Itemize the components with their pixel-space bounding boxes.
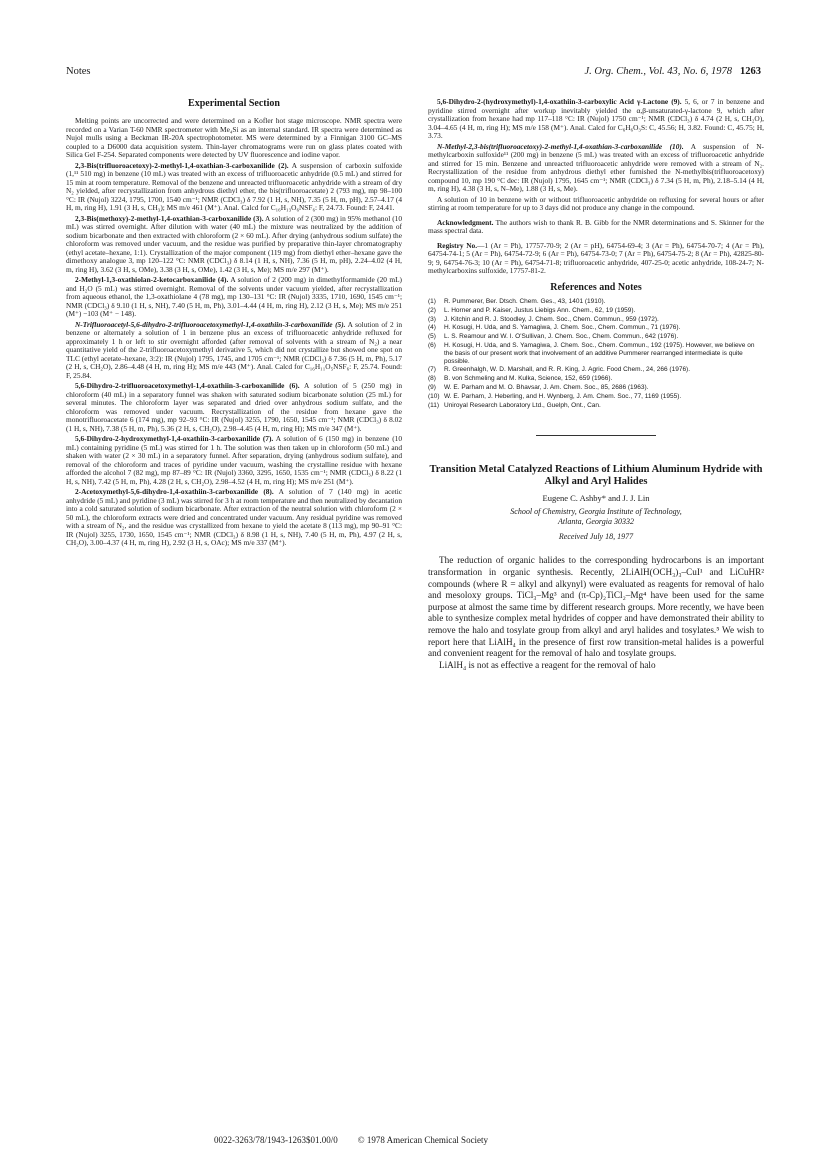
paragraph-text: A suspension of N-methylcarboxin sulfoxide¹¹ (200 mg) in benzene (5 mL) was treated with an excess of trifluoroacetic anhydride and stirred for 15 min. Benzene and unreacted trifluoroacetic anhydride were removed with a stream of N₂. Recrystallization of the residue from anhydrous diethyl ether furnished the N-methylbis(trifluoroacetoxy) compound 10, mp 190 °C dec: IR (Nujol) 1795, 1645 cm⁻¹; NMR (CDCl₃) δ 7.34 (5 H, m, Ph), 2.18–5.14 (4 H, m, ring H), 4.38 (3 H, s, N–Me), 1.88 (3 H, s, Me). xyxy=(428,141,764,193)
paragraph-text: A solution of 6 (150 mg) in benzene (10 mL) containing pyridine (5 mL) was stirred for 1 h. The solution was then taken up in chloroform (50 mL) and shaken with water (2 × 30 mL) in a separatory funnel. After separation, drying (anhydrous sodium sulfate), and removal of the chloroform and traces of pyridine under vacuum, washing the crystalline residue with hexane afforded the alcohol 7 (82 mg), mp 87–89 °C: IR (Nujol) 3360, 3295, 1650, 1535 cm⁻¹; NMR (CDCl₃) δ 8.22 (1 H, s, NH), 7.42 (5 H, m, Ph), 4.28 (2 H, s, CH₂O), 2.98–4.52 (4 H, m, ring H); MS m/e 251 (M⁺). xyxy=(66,434,402,486)
affiliation-line: School of Chemistry, Georgia Institute of Technology, xyxy=(510,506,682,516)
paragraph-text: A solution of 5 (250 mg) in chloroform (40 mL) in a separatory funnel was shaken with saturated sodium bicarbonate solution (25 mL) for several minutes. The chloroform layer was separated and dried over anhydrous sodium sulfate, and the chloroform was removed under vacuum. Recrystallization of the residue from hexane gave the monotrifluoroacetate 6 (174 mg), mp 92–93 °C: IR (Nujol) 3255, 1790, 1650, 1545 cm⁻¹; NMR (CDCl₃) δ 8.02 (1 H, s, NH), 7.38 (5 H, m, Ph), 5.36 (2 H, s, CH₂O), 2.98–4.45 (4 H, m, ring H); MS m/e 347 (M⁺). xyxy=(66,381,402,433)
reference-number: (5) xyxy=(428,333,436,341)
paragraph-text: A solution of 2 in benzene or alternately a solution of 1 in benzene plus an excess of trifluoroacetic anhydride refluxed for approximately 1 h or left to stir overnight afforded (after removal of solvents with a stream of N₂) a near quantitative yield of the 2-trifluoroacetoxymethyl derivative 5, which did not crystallize but showed one spot on TLC (ethyl acetate–hexane, 3:2): IR (Nujol) 1795, 1745, and 1705 cm⁻¹; NMR (CDCl₃) δ 7.36 (5 H, m, Ph), 5.17 (2 H, s, CH₂O), 2.86–4.48 (4 H, m, ring H); MS m/e 443 (M⁺). Anal. Calcd for C₁₆H₁₁O₅NSF₆: F, 25.74. Found: F, 25.84. xyxy=(66,319,402,380)
paragraph-compound-9 xyxy=(428,98,764,141)
footer-copyright: © 1978 American Chemical Society xyxy=(357,1135,489,1145)
reference-item xyxy=(428,316,764,324)
compound-heading: 2,3-Bis(trifluoroacetoxy)-2-methyl-1,4-oxathian-3-carboxanilide (2). xyxy=(75,160,289,170)
reference-item xyxy=(428,375,764,383)
reference-text: B. von Schmeling and M. Kulka, Science, 152, 659 (1966). xyxy=(444,375,613,383)
article-affiliation xyxy=(428,507,764,527)
reference-number: (9) xyxy=(428,383,436,391)
reference-number: (4) xyxy=(428,324,436,332)
reference-text: L. Horner and P. Kaiser, Justus Liebigs Ann. Chem., 62, 19 (1959). xyxy=(444,306,636,314)
page-number: 1263 xyxy=(740,66,761,77)
section-title: Experimental Section xyxy=(188,98,280,109)
compound-heading: 5,6-Dihydro-2-hydroxymethyl-1,4-oxathiin-3-carboxanilide (7). xyxy=(75,434,274,443)
reference-number: (7) xyxy=(428,366,436,374)
affiliation-line: Atlanta, Georgia 30332 xyxy=(558,516,634,526)
article-title: Transition Metal Catalyzed Reactions of Lithium Aluminum Hydride with Alkyl and Aryl Halides xyxy=(429,464,763,488)
reference-text: R. Pummerer, Ber. Dtsch. Chem. Ges., 43, 1401 (1910). xyxy=(444,298,606,305)
reference-number: (10) xyxy=(428,392,440,400)
reference-item xyxy=(428,393,764,401)
reference-number: (1) xyxy=(428,298,436,305)
article-body-paragraph: LiAlH₄ is not as effective a reagent for the removal of halo xyxy=(439,659,656,670)
paragraph-compound-4 xyxy=(66,276,402,319)
paragraph-text: Melting points are uncorrected and were determined on a Kofler hot stage microscope. NMR spectra were recorded on a Varian T-60 NMR spectrometer with Me₄Si as an internal standard. IR spectra were determined as Nujol mulls using a Beckman IR-20A spectrophotometer. MS were determined by a Finnigan 3100 GC–MS coupled to a D6000 data acquisition system. Thin-layer chromatograms were run on glass plates coated with Silica Gel F-254. Separated components were detected by UV fluorescence and iodine vapor. xyxy=(66,116,402,159)
reference-number: (11) xyxy=(428,401,440,409)
compound-heading: 5,6-Dihydro-2-trifluoroacetoxymethyl-1,4-oxathiin-3-carboxanilide (6). xyxy=(75,381,300,390)
paragraph-compound-2 xyxy=(66,162,402,213)
reference-text: L. S. Reamour and W. I. O'Sullivan, J. Chem. Soc., Chem. Commun., 642 (1976). xyxy=(444,333,679,341)
reference-item xyxy=(428,307,764,315)
reference-text: J. Kitchin and R. J. Stoodley, J. Chem. Soc., Chem. Commun., 959 (1972). xyxy=(444,315,659,323)
registry-label: Registry No. xyxy=(437,240,478,250)
paragraph-compound-3 xyxy=(66,215,402,275)
compound-heading: 2-Acetoxymethyl-5,6-dihydro-1,4-oxathiin-3-carboxanilide (8). xyxy=(75,487,274,496)
compound-heading: N-Trifluoroacetyl-5,6-dihydro-2-trifluoroacetoxymethyl-1,4-oxathiin-3-carboxanilide (5). xyxy=(75,319,346,329)
reference-number: (8) xyxy=(428,375,436,383)
paragraph-compound-6 xyxy=(66,382,402,433)
reference-item xyxy=(428,384,764,392)
reference-item xyxy=(428,342,764,365)
reference-item xyxy=(428,298,764,306)
compound-heading: N-Methyl-2,3-bis(trifluoroacetoxy)-2-methyl-1,4-oxathian-3-carboxanilide (10). xyxy=(437,141,684,151)
paragraph-text: A solution of 10 in benzene with or without trifluoroacetic anhydride on refluxing for several hours or after stirring at room temperature for up to 3 days did not produce any change in the compound. xyxy=(428,194,764,212)
journal-citation: J. Org. Chem., Vol. 43, No. 6, 1978 xyxy=(584,66,732,77)
reference-number: (6) xyxy=(428,341,436,349)
paragraph-compound-10-reflux xyxy=(428,196,764,213)
paragraph-general xyxy=(66,117,402,160)
paragraph-text: 5, 6, or 7 in benzene and pyridine stirred overnight after workup inevitably yielded the α,β-unsaturated-γ-lactone 9, which after crystallization from hexane had mp 117–118 °C: IR (Nujol) 1750 cm⁻¹; NMR (CDCl₃) δ 4.74 (2 H, s, CH₂O), 3.04–4.65 (4 H, m, ring H); MS m/e 158 (M⁺). Anal. Calcd for C₆H₆O₃S: C, 45.56; H, 3.82. Found: C, 45.75; H, 3.73. xyxy=(428,97,764,140)
paragraph-compound-8 xyxy=(66,488,402,548)
article-divider xyxy=(536,435,656,436)
references-title: References and Notes xyxy=(550,281,642,293)
reference-text: W. E. Parham and M. O. Bhavsar, J. Am. Chem. Soc., 85, 2686 (1963). xyxy=(444,383,649,391)
reference-item xyxy=(428,402,764,410)
article-authors: Eugene C. Ashby* and J. J. Lin xyxy=(542,493,650,504)
acknowledgment-label: Acknowledgment. xyxy=(437,217,494,227)
compound-heading: 2-Methyl-1,3-oxathiolan-2-ketocarboxanilide (4). xyxy=(75,275,229,284)
running-head-section: Notes xyxy=(66,66,91,77)
reference-item xyxy=(428,333,764,341)
paragraph-text: A solution of 7 (140 mg) in acetic anhydride (5 mL) and pyridine (3 mL) was stirred for 3 h at room temperature and then neutralized by decantation into a cold saturated solution of sodium bicarbonate. After extraction of the neutral solution with chloroform (2 × 50 mL), the chloroform extracts were dried and concentrated under vacuum. Any residual pyridine was removed with a stream of N₂, and the residue was crystallized from hexane to yield the acetate 8 (113 mg), mp 90–91 °C: IR (Nujol) 3255, 1730, 1650, 1545 cm⁻¹; NMR (CDCl₃) δ 8.98 (1 H, s, NH), 7.40 (5 H, m, Ph), 4.97 (2 H, s, CH₂O), 3.00–4.37 (4 H, m, ring H), 2.92 (3 H, s, OAc); MS m/e 337 (M⁺). xyxy=(66,487,402,547)
paragraph-compound-5 xyxy=(66,321,402,381)
page-footer xyxy=(214,1135,508,1145)
right-column xyxy=(428,98,764,671)
running-head-journal xyxy=(585,66,761,77)
compound-heading: 2,3-Bis(methoxy)-2-methyl-1,4-oxathian-3-carboxanilide (3). xyxy=(75,213,264,223)
paragraph-text: A solution of 2 (200 mg) in dimethylformamide (20 mL) and H₂O (5 mL) was stirred overnight. Removal of the solvents under vacuum yielded, after recrystallization from aqueous ethanol, the 1,3-oxathiolane 4 (78 mg), mp 130–131 °C: IR (Nujol) 3335, 1710, 1690, 1545 cm⁻¹; NMR (CDCl₃) δ 9.10 (1 H, s, NH), 7.40 (5 H, m, Ph), 3.01–4.44 (4 H, m, ring H), 2.12 (3 H, s, Me); MS m/e 251 (M⁺) −103 (M⁺ − 148). xyxy=(66,275,402,318)
paragraph-text: A suspension of carboxin sulfoxide (1,¹¹ 510 mg) in benzene (10 mL) was treated with an excess of trifluoroacetic anhydride (0.5 mL) and stirred for 15 min at room temperature. Removal of the benzene and unreacted trifluoroacetic anhydride with a stream of dry N₂ yielded, after recrystallization from anhydrous diethyl ether, the bis(trifluoroacetate) 2 (793 mg), mp 98–100 °C: IR (Nujol) 3224, 1795, 1700, 1540 cm⁻¹; NMR (CDCl₃) δ 7.92 (1 H, s, NH), 7.35 (5 H, m, pH), 2.57–4.17 (4 H, m, ring H), 1.91 (3 H, s, CH₃); MS m/e 461 (M⁺). Anal. Calcd for C₁₆H₁₃O₆NSF₆: F, 24.73. Found: F, 24.41. xyxy=(66,160,403,212)
acknowledgment-text: The authors wish to thank R. B. Gibb for the NMR determinations and S. Skinner for the mass spectral data. xyxy=(428,217,764,235)
registry-text: —1 (Ar = Ph), 17757-70-9; 2 (Ar = pH), 64754-69-4; 3 (Ar = Ph), 64754-70-7; 4 (Ar = Ph), 64754-74-1; 5 (Ar = Ph), 64754-72-9; 6 (Ar = Ph), 64754-73-0; 7 (Ar = Ph), 64754-75-2; 8 (Ar = Ph), 42825-80-9; 9, 64754-76-3; 10 (Ar = Ph), 64754-71-8; trifluoroacetic anhydride, 407-25-0; acetic anhydride, 108-24-7; N-methylcarboxins sulfoxide, 17757-81-2. xyxy=(428,240,764,275)
reference-item xyxy=(428,324,764,332)
reference-number: (3) xyxy=(428,315,436,323)
paragraph-text: A solution of 2 (300 mg) in 95% methanol (10 mL) was stirred overnight. After dilution with water (40 mL) the mixture was neutralized by the addition of sodium bicarbonate and then extracted with chloroform (2 × 60 mL). After drying (anhydrous sodium sulfate) the chloroform was removed under vacuum, and the residue was purified by preparative thin-layer chromatography (ethyl acetate–hexane, 1:1). Crystallization of the major component (119 mg) from diethyl ether–hexane gave the dimethoxy analogue 3, mp 120–122 °C: NMR (CDCl₃) δ 8.14 (1 H, s, NH), 7.36 (5 H, m, pH), 2.24–4.02 (4 H, m, ring H), 3.62 (3 H, s, OMe), 3.38 (3 H, s, OMe), 1.42 (3 H, s, Me); MS m/e 297 (M⁺). xyxy=(66,213,403,274)
left-column xyxy=(66,98,402,550)
references-list xyxy=(428,298,764,409)
reference-item xyxy=(428,366,764,374)
reference-text: H. Kosugi, H. Uda, and S. Yamagiwa, J. Chem. Soc., Chem. Commun., 192 (1975). However, we believe on the basis of our present work that involvement of an additive Pummerer rearranged intermediate is quite possible. xyxy=(444,341,755,365)
registry-numbers xyxy=(428,242,764,276)
reference-text: H. Kosugi, H. Uda, and S. Yamagiwa, J. Chem. Soc., Chem. Commun., 71 (1976). xyxy=(444,324,681,332)
reference-text: W. E. Parham, J. Heberling, and H. Wynberg, J. Am. Chem. Soc., 77, 1169 (1955). xyxy=(444,392,682,400)
reference-number: (2) xyxy=(428,306,436,314)
received-date: Received July 18, 1977 xyxy=(558,531,634,541)
paragraph-compound-10 xyxy=(428,143,764,194)
article-body-paragraph: The reduction of organic halides to the corresponding hydrocarbons is an important transformation in organic synthesis. Recently, 2LiAlH(OCH₃)₃–CuI¹ and LiCuHR² compounds (where R = alkyl and alkynyl) were evaluated as reagents for removal of halo and mesoloxy groups. TiCl₃–Mg³ and (π-Cp)₂TiCl₂–Mg⁴ have been used for the same purpose at almost the same time by different research groups. More recently, we have been able to synthesize complex metal hydrides of copper and have demonstrated their ability to remove the halo and tosylate group from alkyl and aryl halides and tosylates.⁵ We wish to report here that LiAlH₄ in the presence of first row transition-metal halides is a powerful and convenient reagent for the removal of halo and tosylate groups. xyxy=(428,555,764,659)
footer-code: 0022-3263/78/1943-1263$01.00/0 xyxy=(214,1135,338,1145)
compound-heading: 5,6-Dihydro-2-(hydroxymethyl)-1,4-oxathiin-3-carboxylic Acid γ-Lactone (9). xyxy=(437,97,682,106)
acknowledgment xyxy=(428,219,764,236)
reference-text: Uniroyal Research Laboratory Ltd., Guelph, Ont., Can. xyxy=(444,401,601,409)
reference-text: R. Greenhalgh, W. D. Marshall, and R. R. King, J. Agric. Food Chem., 24, 266 (1976). xyxy=(444,366,691,374)
paragraph-compound-7 xyxy=(66,435,402,486)
